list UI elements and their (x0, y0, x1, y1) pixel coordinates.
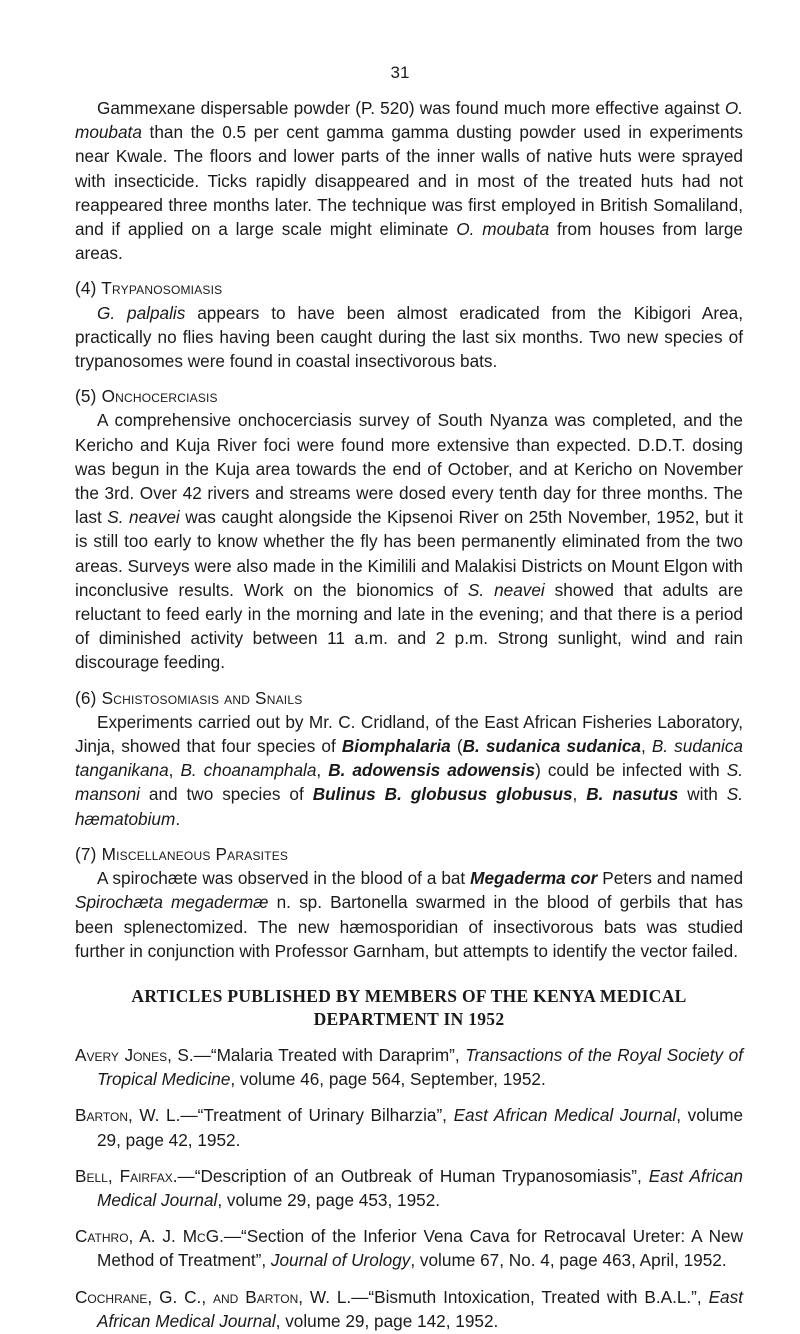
articles-heading: ARTICLES PUBLISHED BY MEMBERS OF THE KENYA MEDICAL DEPARTMENT IN 1952 (131, 985, 687, 1029)
document-body (75, 62, 743, 1333)
page-number: 31 (390, 63, 410, 82)
section-heading-trypanosomiasis: (4) Trypanosomiasis (75, 278, 223, 299)
reference-item: Cathro, A. J. McG.—“Section of the Inferior Vena Cava for Retrocaval Ureter: A New Method of Treatment”, Journal of Urology, volume 67, No. 4, page 463, April, 1952. (75, 1226, 743, 1271)
miscellaneous-paragraph: A spirochæte was observed in the blood of a bat Megaderma cor Peters and named Spirochæta megadermæ n. sp. Bartonella swarmed in the blood of gerbils that has been splenectomized. The new hæmosporidian of insectivorous bats was studied further in conjunction with Professor Garnham, but attempts to identify the vector failed. (75, 868, 744, 961)
section-heading-onchocerciasis: (5) Onchocerciasis (75, 386, 218, 407)
intro-paragraph: Gammexane dispersable powder (P. 520) was found much more effective against O. moubata than the 0.5 per cent gamma gamma dusting powder used in experiments near Kwale. The floors and lower parts of the inner walls of native huts were sprayed with insecticide. Ticks rapidly disappeared and in most of the treated huts had not reappeared three months later. The technique was first employed in British Somaliland, and if applied on a large scale might eliminate O. moubata from houses from large areas. (75, 98, 743, 264)
section-heading-schistosomiasis: (6) Schistosomiasis and Snails (75, 687, 303, 708)
reference-item: Bell, Fairfax.—“Description of an Outbreak of Human Trypanosomiasis”, East African Medical Journal, volume 29, page 453, 1952. (75, 1165, 743, 1210)
trypanosomiasis-paragraph: G. palpalis appears to have been almost eradicated from the Kibigori Area, practically no flies having been caught during the last six months. Two new species of trypanosomes were found in coastal insectivorous bats. (75, 302, 743, 372)
schistosomiasis-paragraph: Experiments carried out by Mr. C. Cridland, of the East African Fisheries Laboratory, Jinja, showed that four species of Biomphalaria (B. sudanica sudanica, B. sudanica tanganikana, B. choanamphala, B. adowensis adowensis) could be infected with S. mansoni and two species of Bulinus B. globusus globusus, B. nasutus with S. hæmatobium. (75, 711, 743, 829)
onchocerciasis-paragraph: A comprehensive onchocerciasis survey of South Nyanza was completed, and the Kericho and Kuja River foci were found more extensive than expected. D.D.T. dosing was begun in the Kuja area towards the end of October, and at Kericho on November the 3rd. Over 42 rivers and streams were dosed every tenth day for three months. The last S. neavei was caught alongside the Kipsenoi River on 25th November, 1952, but it is still too early to know whether the fly has been permanently eliminated from the two areas. Surveys were also made in the Kimilili and Malakisi Districts on Mount Elgon with inconclusive results. Work on the bionomics of S. neavei showed that adults are reluctant to feed early in the morning and late in the evening; and that there is a period of diminished activity between 11 a.m. and 2 p.m. Strong sunlight, wind and rain discourage feeding. (75, 410, 743, 673)
reference-item: Avery Jones, S.—“Malaria Treated with Daraprim”, Transactions of the Royal Society of Tropical Medicine, volume 46, page 564, September, 1952. (75, 1044, 744, 1090)
reference-item: Barton, W. L.—“Treatment of Urinary Bilharzia”, East African Medical Journal, volume 29, page 42, 1952. (75, 1105, 744, 1150)
species-name: O. moubata (75, 98, 743, 143)
reference-item: Cochrane, G. C., and Barton, W. L.—“Bismuth Intoxication, Treated with B.A.L.”, East African Medical Journal, volume 29, page 142, 1952. (75, 1286, 743, 1331)
species-name: O. moubata (456, 219, 550, 240)
section-heading-miscellaneous: (7) Miscellaneous Parasites (75, 843, 289, 864)
